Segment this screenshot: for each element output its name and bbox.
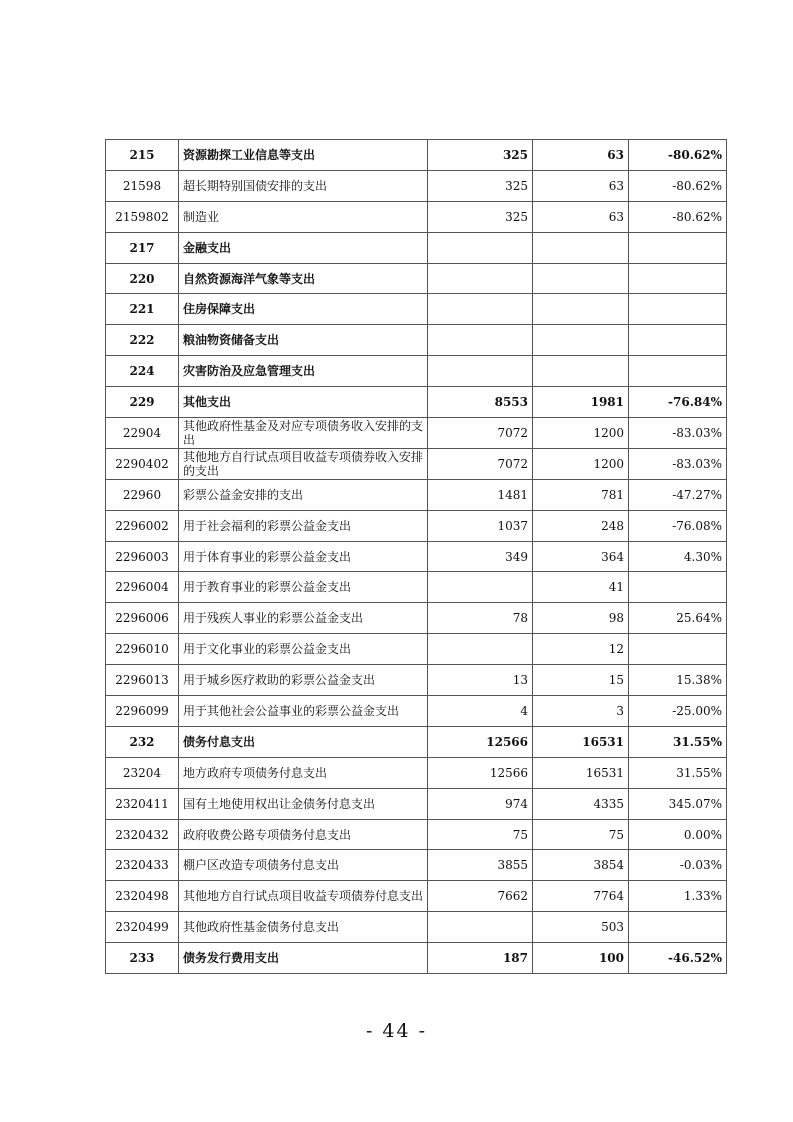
value-2024-cell: 12566 [428, 726, 533, 757]
table-row [106, 170, 727, 201]
name-cell: 用于其他社会公益事业的彩票公益金支出 [179, 696, 428, 727]
table-row [106, 325, 727, 356]
change-percent-cell: -76.08% [629, 510, 727, 541]
name-cell: 资源勘探工业信息等支出 [179, 140, 428, 171]
value-2025-cell: 1981 [533, 387, 629, 418]
table-row [106, 757, 727, 788]
table-row [106, 232, 727, 263]
change-percent-cell: -25.00% [629, 696, 727, 727]
change-percent-cell: 15.38% [629, 665, 727, 696]
code-cell: 2320433 [106, 850, 179, 881]
value-2024-cell: 7072 [428, 448, 533, 479]
table-row [106, 665, 727, 696]
change-percent-cell [629, 263, 727, 294]
value-2025-cell: 75 [533, 819, 629, 850]
value-2024-cell: 1481 [428, 479, 533, 510]
value-2024-cell: 75 [428, 819, 533, 850]
value-2025-cell: 16531 [533, 726, 629, 757]
table-row [106, 943, 727, 974]
change-percent-cell: -80.62% [629, 140, 727, 171]
change-percent-cell: 345.07% [629, 788, 727, 819]
name-cell: 用于文化事业的彩票公益金支出 [179, 634, 428, 665]
code-cell: 2296099 [106, 696, 179, 727]
name-cell: 用于城乡医疗救助的彩票公益金支出 [179, 665, 428, 696]
change-percent-cell [629, 912, 727, 943]
change-percent-cell [629, 572, 727, 603]
value-2025-cell: 1200 [533, 418, 629, 449]
value-2024-cell [428, 572, 533, 603]
name-cell: 彩票公益金安排的支出 [179, 479, 428, 510]
value-2024-cell: 3855 [428, 850, 533, 881]
value-2024-cell: 325 [428, 201, 533, 232]
name-cell: 住房保障支出 [179, 294, 428, 325]
change-percent-cell: -47.27% [629, 479, 727, 510]
value-2025-cell: 63 [533, 201, 629, 232]
value-2025-cell [533, 263, 629, 294]
value-2024-cell: 8553 [428, 387, 533, 418]
name-cell: 用于体育事业的彩票公益金支出 [179, 541, 428, 572]
value-2024-cell [428, 325, 533, 356]
change-percent-cell [629, 232, 727, 263]
change-percent-cell: 31.55% [629, 726, 727, 757]
table-row [106, 850, 727, 881]
change-percent-cell [629, 325, 727, 356]
value-2024-cell: 7072 [428, 418, 533, 449]
code-cell: 2296006 [106, 603, 179, 634]
value-2025-cell: 248 [533, 510, 629, 541]
change-percent-cell: 31.55% [629, 757, 727, 788]
change-percent-cell: 25.64% [629, 603, 727, 634]
table-row [106, 294, 727, 325]
budget-table [105, 139, 727, 974]
code-cell: 2290402 [106, 448, 179, 479]
value-2024-cell: 12566 [428, 757, 533, 788]
table-row [106, 448, 727, 479]
table-row [106, 510, 727, 541]
change-percent-cell [629, 294, 727, 325]
code-cell: 22904 [106, 418, 179, 449]
value-2024-cell: 325 [428, 140, 533, 171]
code-cell: 224 [106, 356, 179, 387]
change-percent-cell: 1.33% [629, 881, 727, 912]
change-percent-cell [629, 356, 727, 387]
value-2024-cell: 325 [428, 170, 533, 201]
value-2025-cell [533, 325, 629, 356]
table-row [106, 634, 727, 665]
table-row [106, 726, 727, 757]
code-cell: 2296010 [106, 634, 179, 665]
name-cell: 其他地方自行试点项目收益专项债券收入安排的支出 [179, 448, 428, 479]
change-percent-cell: -83.03% [629, 418, 727, 449]
value-2024-cell [428, 232, 533, 263]
code-cell: 233 [106, 943, 179, 974]
name-cell: 用于社会福利的彩票公益金支出 [179, 510, 428, 541]
name-cell: 制造业 [179, 201, 428, 232]
value-2024-cell: 349 [428, 541, 533, 572]
value-2024-cell [428, 294, 533, 325]
code-cell: 23204 [106, 757, 179, 788]
code-cell: 22960 [106, 479, 179, 510]
value-2024-cell [428, 912, 533, 943]
table-row [106, 881, 727, 912]
code-cell: 2320498 [106, 881, 179, 912]
value-2024-cell [428, 263, 533, 294]
name-cell: 其他支出 [179, 387, 428, 418]
change-percent-cell [629, 634, 727, 665]
code-cell: 217 [106, 232, 179, 263]
value-2025-cell: 781 [533, 479, 629, 510]
value-2025-cell: 15 [533, 665, 629, 696]
name-cell: 其他政府性基金债务付息支出 [179, 912, 428, 943]
name-cell: 粮油物资储备支出 [179, 325, 428, 356]
name-cell: 灾害防治及应急管理支出 [179, 356, 428, 387]
code-cell: 2320499 [106, 912, 179, 943]
value-2025-cell: 3 [533, 696, 629, 727]
code-cell: 21598 [106, 170, 179, 201]
table-row [106, 696, 727, 727]
value-2025-cell [533, 294, 629, 325]
value-2024-cell: 187 [428, 943, 533, 974]
code-cell: 229 [106, 387, 179, 418]
name-cell: 政府收费公路专项债务付息支出 [179, 819, 428, 850]
change-percent-cell: -80.62% [629, 201, 727, 232]
table-row [106, 263, 727, 294]
table-row [106, 572, 727, 603]
name-cell: 超长期特别国债安排的支出 [179, 170, 428, 201]
code-cell: 2320432 [106, 819, 179, 850]
table-row [106, 541, 727, 572]
table-body [106, 140, 727, 974]
table-row [106, 479, 727, 510]
name-cell: 债务付息支出 [179, 726, 428, 757]
value-2025-cell: 503 [533, 912, 629, 943]
table-row [106, 819, 727, 850]
value-2024-cell: 13 [428, 665, 533, 696]
change-percent-cell: -0.03% [629, 850, 727, 881]
value-2024-cell: 4 [428, 696, 533, 727]
change-percent-cell: 0.00% [629, 819, 727, 850]
change-percent-cell: -80.62% [629, 170, 727, 201]
change-percent-cell: -83.03% [629, 448, 727, 479]
value-2025-cell [533, 356, 629, 387]
code-cell: 2296003 [106, 541, 179, 572]
table-row [106, 201, 727, 232]
value-2025-cell: 63 [533, 170, 629, 201]
table-row [106, 418, 727, 449]
name-cell: 债务发行费用支出 [179, 943, 428, 974]
value-2024-cell: 7662 [428, 881, 533, 912]
name-cell: 自然资源海洋气象等支出 [179, 263, 428, 294]
table-row [106, 387, 727, 418]
code-cell: 2159802 [106, 201, 179, 232]
table-row [106, 912, 727, 943]
value-2024-cell: 78 [428, 603, 533, 634]
name-cell: 其他地方自行试点项目收益专项债券付息支出 [179, 881, 428, 912]
code-cell: 2296013 [106, 665, 179, 696]
value-2025-cell: 63 [533, 140, 629, 171]
code-cell: 232 [106, 726, 179, 757]
code-cell: 2296002 [106, 510, 179, 541]
code-cell: 222 [106, 325, 179, 356]
name-cell: 国有土地使用权出让金债务付息支出 [179, 788, 428, 819]
table-row [106, 356, 727, 387]
value-2025-cell: 100 [533, 943, 629, 974]
name-cell: 用于残疾人事业的彩票公益金支出 [179, 603, 428, 634]
value-2024-cell: 1037 [428, 510, 533, 541]
value-2025-cell: 1200 [533, 448, 629, 479]
code-cell: 220 [106, 263, 179, 294]
table-row [106, 140, 727, 171]
name-cell: 棚户区改造专项债务付息支出 [179, 850, 428, 881]
value-2025-cell [533, 232, 629, 263]
code-cell: 2296004 [106, 572, 179, 603]
value-2024-cell: 974 [428, 788, 533, 819]
value-2025-cell: 364 [533, 541, 629, 572]
value-2025-cell: 98 [533, 603, 629, 634]
code-cell: 221 [106, 294, 179, 325]
value-2025-cell: 4335 [533, 788, 629, 819]
change-percent-cell: -46.52% [629, 943, 727, 974]
value-2025-cell: 41 [533, 572, 629, 603]
value-2024-cell [428, 634, 533, 665]
code-cell: 215 [106, 140, 179, 171]
value-2024-cell [428, 356, 533, 387]
table-row [106, 788, 727, 819]
code-cell: 2320411 [106, 788, 179, 819]
value-2025-cell: 12 [533, 634, 629, 665]
name-cell: 地方政府专项债务付息支出 [179, 757, 428, 788]
table-row [106, 603, 727, 634]
page-number: - 44 - [365, 1020, 428, 1042]
name-cell: 用于教育事业的彩票公益金支出 [179, 572, 428, 603]
value-2025-cell: 7764 [533, 881, 629, 912]
name-cell: 金融支出 [179, 232, 428, 263]
name-cell: 其他政府性基金及对应专项债务收入安排的支出 [179, 418, 428, 449]
value-2025-cell: 3854 [533, 850, 629, 881]
value-2025-cell: 16531 [533, 757, 629, 788]
change-percent-cell: 4.30% [629, 541, 727, 572]
change-percent-cell: -76.84% [629, 387, 727, 418]
